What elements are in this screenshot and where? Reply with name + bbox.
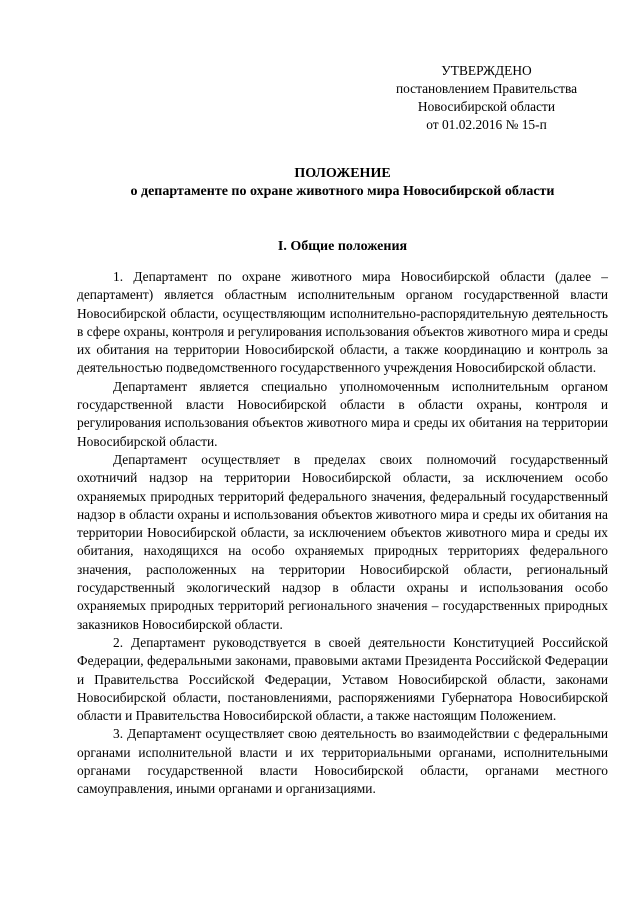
paragraph: 3. Департамент осуществляет свою деятельность во взаимодействии с федеральными органами исполнительной власти и их территориальными органами, исполнительными органами государственной власти Новосибирской области, органами местного самоуправления, иными органами и организациями. xyxy=(77,726,608,797)
document-title-subtitle: о департаменте по охране животного мира Новосибирской области xyxy=(130,184,555,199)
document-body xyxy=(77,268,608,799)
approval-resolution: постановлением Правительства xyxy=(395,81,578,96)
paragraph: 1. Департамент по охране животного мира Новосибирской области (далее – департамент) является областным исполнительным органом государственной власти Новосибирской области, осуществляющим исполнительно-распорядительную деятельность в сфере охраны, контроля и регулирования использования объектов животного мира и среды их обитания на территории Новосибирской области, а также координацию и контроль за деятельностью подведомственного государственного учреждения Новосибирской области. xyxy=(77,269,608,376)
approval-region: Новосибирской области xyxy=(417,99,556,114)
paragraph: Департамент является специально уполномоченным исполнительным органом государственной власти Новосибирской области в области охраны, контроля и регулирования использования объектов животного мира и среды их обитания на территории Новосибирской области. xyxy=(77,378,608,449)
approval-heading: УТВЕРЖДЕНО xyxy=(441,63,532,78)
approval-stamp xyxy=(380,62,593,134)
paragraph: 2. Департамент руководствуется в своей деятельности Конституцией Российской Федерации, федеральными законами, правовыми актами Президента Российской Федерации и Правительства Российской Федерации, Уставом Новосибирской области, законами Новосибирской области, постановлениями, распоряжениями Губернатора Новосибирской области и Правительства Новосибирской области, а также настоящим Положением. xyxy=(77,634,608,724)
document-title xyxy=(60,165,625,201)
document-title-main: ПОЛОЖЕНИЕ xyxy=(294,166,391,181)
section-heading: I. Общие положения xyxy=(277,239,408,254)
approval-date-number: от 01.02.2016 № 15-п xyxy=(426,117,547,132)
paragraph: Департамент осуществляет в пределах своих полномочий государственный охотничий надзор на территории Новосибирской области, за исключением особо охраняемых природных территорий федерального значения, федеральный государственный надзор в области охраны и использования объектов животного мира и среды их обитания на территории Новосибирской области, за исключением объектов животного мира и среды их обитания, находящихся на особо охраняемых природных территориях федерального значения, расположенных на территории Новосибирской области, региональный государственный экологический надзор в области охраны и использования особо охраняемых природных территорий регионального значения – государственных природных заказников Новосибирской области. xyxy=(77,451,608,632)
